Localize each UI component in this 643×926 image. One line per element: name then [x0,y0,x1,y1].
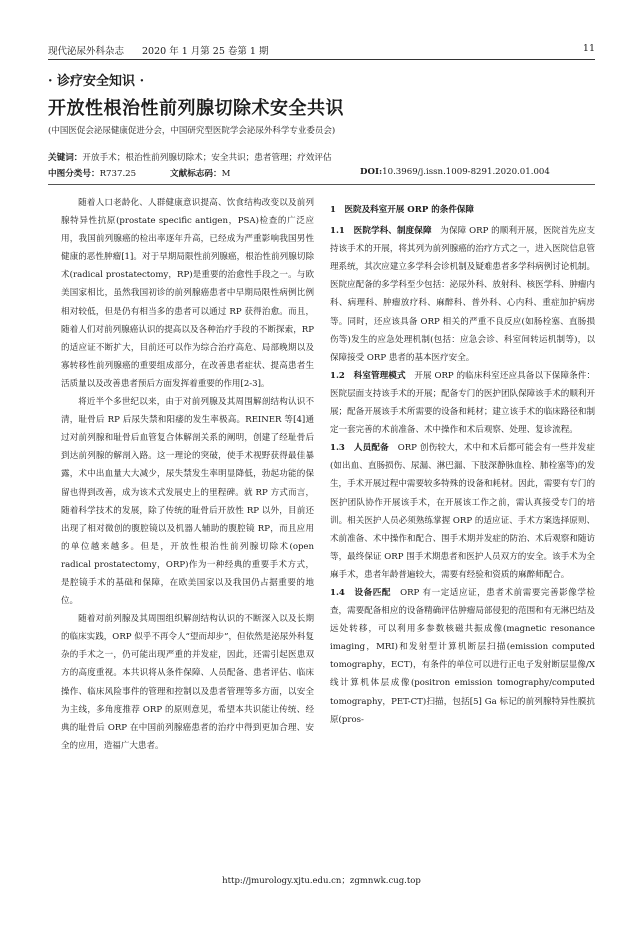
subsection-label: 1.3 人员配备 [330,443,389,454]
page-number: 11 [582,43,595,54]
keywords-label: 关键词： [48,153,83,163]
doi-line [360,167,550,177]
body-paragraph: 将近半个多世纪以来，由于对前列腺及其周围解剖结构认识不清，耻骨后 RP 后尿失禁和阳痿的发生率极高。REINER 等[4]通过对前列腺和耻骨后血管复合体解剖关系的阐明，创建了经耻骨后到达前列腺的解剖入路。这一理论的突破，使手术视野获得最佳暴露，术中出血量大大减少，尿失禁发生率明显降低，勃起功能的保留也得到改善，成为该术式发展史上的里程碑。就 RP 方式而言，随着科学技术的发展，除了传统的耻骨后开放性 RP 以外，目前还出现了相对微创的腹腔镜以及机器人辅助的腹腔镜 RP，而且应用的单位越来越多。但是，开放性根治性前列腺切除术(open radical prostatectomy，ORP)作为一种经典的重要手术方式，是腔镜手术的基础和保障，在欧美国家以及我国仍占据重要的地位。 [61,397,314,607]
subsection-paragraph [330,367,595,439]
issue-info: 2020 年 1 月第 25 卷第 1 期 [142,46,269,57]
doi-value: 10.3969/j.issn.1009-8291.2020.01.004 [382,167,550,177]
subsection-label: 1.1 医院学科、制度保障 [330,226,432,237]
journal-name: 现代泌尿外科杂志 [48,46,125,57]
header-rule [48,59,595,60]
left-column [61,194,314,755]
article-category: · 诊疗安全知识 · [48,74,145,89]
article-affiliation: (中国医促会泌尿健康促进分会，中国研究型医院学会泌尿外科学专业委员会) [48,126,336,136]
subsection-text: 为保障 ORP 的顺利开展，医院首先应支持该手术的开展，将其列为前列腺癌的治疗方式之一，进入医院信息管理系统，其次应建立多学科会诊机制及疑难患者多学科病例讨论机制。医院应配备的多学科至少包括：泌尿外科、放射科、核医学科、肿瘤内科、病理科、肿瘤放疗科、麻醉科、普外科、心内科、重症加护病房等。同时，还应该具备 ORP 相关的严重不良反应(如肠栓塞、直肠损伤等)发生的应急处理机制(包括：应急会诊、科室间转运机制等)，以保障接受 ORP 患者的基本医疗安全。 [330,226,595,363]
subsection-text: ORP 创伤较大，术中和术后都可能会有一些并发症(如出血、直肠损伤、尿漏、淋巴漏、下肢深静脉血栓、肺栓塞等)的发生，手术开展过程中需要较多特殊的设备和耗材。因此，需要有专门的医护团队协作开展该手术，在开展该工作之前，需认真接受专门的培训。相关医护人员必须熟练掌握 ORP 的适应证、手术方案选择原则、术前准备、术中操作和配合、围手术期并发症的防治、术后观察和随访等，最终保证 ORP 围手术期患者和医护人员双方的安全。该手术为全麻手术，患者年龄普遍较大，需要有经验和资质的麻醉师配合。 [330,443,595,580]
section-heading: 1 医院及科室开展 ORP 的条件保障 [330,205,474,215]
doi-label: DOI: [360,167,383,177]
footer-url: http://jmurology.xjtu.edu.cn；zgmnwk.cug.top [222,876,421,886]
subsection-paragraph [330,222,595,367]
subsection-text: ORP 有一定适应证，患者术前需要完善影像学检查，需要配备相应的设备精确评估肿瘤局部侵犯的范围和有无淋巴结及远处转移，可以利用多参数核磁共振成像(magnetic resonance imaging，MRI)和发射型计算机断层扫描(emission computed tomography，ECT)，有条件的单位可以进行正电子发射断层显像/X 线计算机体层成像(positron emission tomography/computed tomography，PET-CT)扫描，包括[5] Ga 标记的前列腺特异性膜抗原(pros- [330,587,595,725]
subsection-label: 1.4 设备匹配 [330,587,391,598]
body-paragraph: 随着人口老龄化、人群健康意识提高、饮食结构改变以及前列腺特异性抗原(prostate specific antigen，PSA)检查的广泛应用，我国前列腺癌的检出率逐年升高，已经成为严重影响我国男性健康的恶性肿瘤[1]。对于早期局限性前列腺癌，根治性前列腺切除术(radical prostatectomy，RP)是重要的治愈性手段之一。与欧美国家相比，虽然我国初诊的前列腺癌患者中早期局限性病例比例相对较低，但是仍有相当多的患者可以通过 RP 获得治愈。而且，随着人们对前列腺癌认识的提高以及各种治疗手段的不断探索，RP 的适应证不断扩大，目前还可以作为综合治疗高危、局部晚期以及寡转移性前列腺癌的重要组成部分，在改善患者症状、提高患者生活质量以及改善患者预后方面发挥着重要的作用[2-3]。 [61,198,314,389]
metadata-rule [48,184,595,185]
doc-code-value: M [221,169,231,179]
subsection-paragraph [330,439,595,584]
keywords-line [48,151,332,163]
doc-code-line [170,167,230,179]
right-column [330,194,595,729]
body-paragraph: 随着对前列腺及其周围组织解剖结构认识的不断深入以及长期的临床实践，ORP 似乎不再令人“望而却步”，但依然是泌尿外科复杂的手术之一，仍可能出现严重的并发症，因此，还需引起医患双方的高度重视。本共识将从条件保障、人员配备、患者评估、临床操作、临床风险事件的管理和控制以及患者管理等多方面，以安全为主线，多角度推荐 ORP 的原则意见，希望本共识能让传统、经典的耻骨后 ORP 在中国前列腺癌患者的治疗中得到更加合理、安全的应用，造福广大患者。 [61,614,314,751]
clc-value: R737.25 [99,169,137,179]
keywords-value: 开放手术；根治性前列腺切除术；安全共识；患者管理；疗效评估 [82,153,332,163]
clc-line [48,167,136,179]
doc-code-label: 文献标志码： [170,169,222,179]
subsection-text: 开展 ORP 的临床科室还应具备以下保障条件：医院层面支持该手术的开展；配备专门的医护团队保障该手术的顺利开展；配备开展该手术所需要的设备和耗材；建立该手术的临床路径和制定一套完善的术前准备、术中操作和术后观察、处理、复诊流程。 [330,370,595,436]
clc-label: 中图分类号： [48,169,100,179]
subsection-paragraph [330,584,595,729]
article-title: 开放性根治性前列腺切除术安全共识 [48,98,344,119]
subsection-label: 1.2 科室管理模式 [330,370,406,381]
